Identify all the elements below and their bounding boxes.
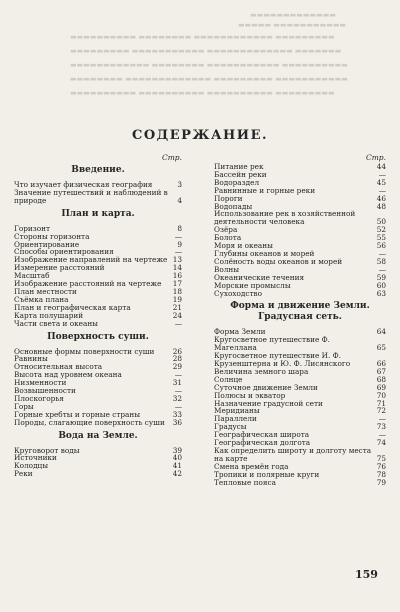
- toc-entry-page: 32: [172, 393, 182, 403]
- toc-entry-title: Суточное движение Земли: [214, 382, 318, 392]
- toc-entry-page: 79: [376, 477, 386, 487]
- toc-entry-page: —: [378, 185, 386, 195]
- toc-entry: [14, 320, 182, 328]
- toc-entry-page: 60: [376, 280, 386, 290]
- toc-entry-title: Стороны горизонта: [14, 231, 90, 241]
- section-heading: Вода на Земле.: [58, 430, 138, 441]
- toc-entry: [214, 258, 386, 266]
- toc-entry-title: Источники: [14, 453, 57, 463]
- toc-entry-page: 66: [376, 359, 386, 369]
- toc-entry-title: Водопады: [214, 201, 253, 211]
- toc-entry-title: Плоскогорья: [14, 393, 64, 403]
- toc-entry-title: Параллели: [214, 414, 257, 424]
- toc-entry-title: Водораздел: [214, 177, 260, 187]
- toc-entry-title: Величина земного шара: [214, 366, 309, 376]
- toc-entry-page: 33: [172, 409, 182, 419]
- toc-entry-page: 75: [376, 453, 386, 463]
- toc-entry-page: 44: [376, 162, 386, 171]
- section-heading: План и карта.: [61, 208, 135, 219]
- toc-entry: [214, 336, 386, 352]
- toc-entry-page: 48: [376, 201, 386, 211]
- toc-entry-title: Океанические течения: [214, 272, 305, 282]
- toc-entry-title: Горные хребты и горные страны: [14, 409, 141, 419]
- toc-entry-title: Части света и океаны: [14, 318, 98, 328]
- toc-entry-page: 63: [376, 288, 386, 298]
- toc-entry-title: Возвышенности: [14, 386, 76, 396]
- toc-entry: [14, 189, 182, 205]
- toc-entry-page: 72: [376, 406, 386, 416]
- toc-entry: [214, 210, 386, 226]
- toc-entry-page: 14: [172, 263, 182, 273]
- toc-entry-title: План местности: [14, 286, 77, 296]
- toc-entry-page: —: [174, 247, 182, 257]
- toc-entry-title: Полюсы и экватор: [214, 390, 286, 400]
- toc-entry-page: 9: [177, 239, 182, 249]
- toc-list-left: [14, 165, 182, 478]
- toc-entry-title: Карта полушарий: [14, 310, 84, 320]
- toc-entry: [214, 290, 386, 298]
- toc-entry-page: 3: [177, 180, 182, 189]
- toc-entry: [214, 352, 386, 368]
- section-heading: Поверхность суши.: [47, 331, 149, 342]
- toc-entry-title: Бассейн реки: [214, 169, 267, 179]
- toc-entry-title: Что изучает физическая география: [14, 180, 153, 189]
- toc-entry-title: Глубины океанов и морей: [214, 248, 315, 258]
- toc-entry-page: 68: [376, 374, 386, 384]
- toc-entry-page: 70: [376, 390, 386, 400]
- toc-entry-title: План и географическая карта: [14, 302, 131, 312]
- toc-entry-title: Горизонт: [14, 223, 51, 233]
- toc-entry-title: Солёность воды океанов и морей: [214, 256, 343, 266]
- toc-entry-title: Тропики и полярные круги: [214, 469, 320, 479]
- page-number: 159: [355, 568, 378, 581]
- toc-entry-title: Способы ориентирования: [14, 247, 114, 257]
- toc-entry-title: Породы, слагающие поверхность суши: [14, 417, 165, 427]
- toc-entry-page: 16: [172, 271, 182, 281]
- toc-entry-title: Форма Земли: [214, 327, 266, 337]
- toc-entry-page: —: [378, 264, 386, 274]
- toc-entry-title: Основные формы поверхности суши: [14, 346, 155, 356]
- toc-entry-page: 46: [376, 193, 386, 203]
- toc-entry-page: 45: [376, 177, 386, 187]
- toc-entry-page: —: [378, 414, 386, 424]
- toc-entry-page: 39: [172, 445, 182, 455]
- toc-entry-title: Съёмка плана: [14, 294, 69, 304]
- toc-entry-page: 69: [376, 382, 386, 392]
- toc-entry-title: Равнинные и горные реки: [214, 185, 316, 195]
- toc-list-right: [214, 163, 386, 487]
- toc-entry: [214, 479, 386, 487]
- section-heading: Форма и движение Земли. Градусная сеть.: [230, 301, 370, 323]
- toc-entry-page: 17: [172, 279, 182, 289]
- toc-entry: [14, 462, 182, 470]
- toc-entry-title: Волны: [214, 264, 240, 274]
- toc-entry-title: Кругосветное путешествие И. Ф. Крузенштерна и Ю. Ф. Лисянского: [214, 351, 351, 369]
- toc-entry-page: —: [174, 318, 182, 328]
- toc-entry-page: 42: [172, 469, 182, 479]
- toc-entry-title: Изображение расстояний на чертеже: [14, 279, 162, 289]
- toc-entry-page: 73: [376, 422, 386, 432]
- toc-left-column: [14, 152, 182, 478]
- toc-entry-title: Меридианы: [214, 406, 260, 416]
- toc-entry-page: —: [174, 386, 182, 396]
- toc-entry-page: 18: [172, 286, 182, 296]
- toc-entry-title: Градусы: [214, 422, 247, 432]
- toc-entry-title: Питание рек: [214, 162, 264, 171]
- toc-entry-title: Назначение градусной сети: [214, 398, 323, 408]
- toc-entry-title: Озёра: [214, 225, 238, 235]
- toc-entry-page: 19: [172, 294, 182, 304]
- toc-entry-title: Горы: [14, 401, 34, 411]
- section-heading: Введение.: [71, 165, 125, 175]
- toc-entry-page: 24: [172, 310, 182, 320]
- toc-entry-title: Масштаб: [14, 271, 50, 281]
- toc-entry-title: Высота над уровнем океана: [14, 370, 122, 380]
- toc-entry-page: 65: [376, 343, 386, 353]
- toc-entry-title: Сухоходство: [214, 288, 263, 298]
- toc-entry-page: 59: [376, 272, 386, 282]
- toc-entry: [14, 419, 182, 427]
- toc-entry-page: —: [378, 248, 386, 258]
- toc-entry-title: Равнины: [14, 354, 48, 364]
- toc-entry-page: 36: [172, 417, 182, 427]
- toc-entry-page: 29: [172, 362, 182, 372]
- toc-entry-page: 8: [177, 223, 182, 233]
- toc-entry-page: 64: [376, 327, 386, 337]
- toc-entry-page: —: [378, 169, 386, 179]
- toc-entry-title: Как определить широту и долготу места на карте: [214, 446, 372, 463]
- toc-entry-title: Моря и океаны: [214, 241, 273, 251]
- toc-entry-page: 31: [172, 378, 182, 388]
- toc-entry: [14, 395, 182, 403]
- toc-entry-title: Смена времён года: [214, 461, 289, 471]
- toc-entry-title: Измерение расстояний: [14, 263, 105, 273]
- toc-entry-title: Морские промыслы: [214, 280, 291, 290]
- toc-entry-page: 76: [376, 461, 386, 471]
- toc-entry-title: Использование рек в хозяйственной деятельности человека: [214, 209, 356, 227]
- toc-entry-page: 52: [376, 225, 386, 235]
- toc-entry-title: Реки: [14, 469, 33, 479]
- toc-entry-page: 58: [376, 256, 386, 266]
- toc-entry-page: 67: [376, 366, 386, 376]
- toc-entry-page: 28: [172, 354, 182, 364]
- toc-entry-title: Пороги: [214, 193, 243, 203]
- toc-entry-title: Значение путешествий и наблюдений в природе: [14, 187, 168, 205]
- toc-entry-page: —: [378, 430, 386, 440]
- toc-entry-page: —: [174, 401, 182, 411]
- toc-entry-page: 41: [172, 461, 182, 471]
- toc-right-column: [214, 152, 386, 487]
- page-column-label: Стр.: [161, 153, 182, 162]
- toc-entry-page: 50: [376, 217, 386, 227]
- toc-entry-title: Солнце: [214, 374, 243, 384]
- toc-entry-title: Тепловые пояса: [214, 477, 276, 487]
- toc-entry-page: 26: [172, 346, 182, 356]
- toc-entry-page: 74: [376, 438, 386, 448]
- toc-entry-page: 71: [376, 398, 386, 408]
- toc-entry-title: Относительная высота: [14, 362, 103, 372]
- toc-entry-title: Болота: [214, 233, 242, 243]
- page-column-label: Стр.: [365, 153, 386, 162]
- toc-entry-page: —: [174, 231, 182, 241]
- toc-entry: [14, 470, 182, 478]
- toc-entry-title: Низменности: [14, 378, 67, 388]
- toc-entry-title: Географическая широта: [214, 430, 310, 440]
- toc-entry-title: Географическая долгота: [214, 438, 311, 448]
- bleed-through: ▬▬▬▬▬▬▬▬▬▬▬▬▬ ▬▬▬▬▬ ▬▬▬▬▬▬▬▬▬▬▬ ▬▬▬▬▬▬▬▬▬▬ ▬▬▬▬▬▬▬▬ ▬▬▬▬▬▬▬▬▬▬▬▬ ▬▬▬▬▬▬▬▬▬ ▬▬▬▬▬▬▬▬▬ ▬▬▬▬▬▬▬▬▬▬▬ ▬▬▬▬▬▬▬▬▬▬▬▬▬ ▬▬▬▬▬▬▬ ▬▬▬▬▬▬▬▬▬▬▬▬ ▬▬▬▬▬▬▬▬ ▬▬▬▬▬▬▬▬▬▬▬ ▬▬▬▬▬▬▬▬▬▬ ▬▬▬▬▬▬▬▬ ▬▬▬▬▬▬▬▬▬▬▬▬▬ ▬▬▬▬▬▬▬▬▬ ▬▬▬▬▬▬▬▬▬▬▬ ▬▬▬▬▬▬▬▬▬▬ ▬▬▬▬▬▬▬▬▬▬ ▬▬▬▬▬▬▬▬▬▬ ▬▬▬▬▬▬▬▬▬: [70, 11, 348, 97]
- toc-entry-page: 21: [172, 302, 182, 312]
- toc-entry-title: Колодцы: [14, 461, 49, 471]
- toc-entry-page: 40: [172, 453, 182, 463]
- toc-entry-title: Кругосветное путешествие Ф. Магеллана: [214, 335, 330, 353]
- toc-entry-title: Круговорот воды: [14, 445, 80, 455]
- toc-entry-page: 78: [376, 469, 386, 479]
- toc-entry-page: 55: [376, 233, 386, 243]
- toc-entry-title: Ориентирование: [14, 239, 80, 249]
- toc-entry: [214, 447, 386, 463]
- toc-entry-page: 13: [172, 255, 182, 265]
- toc-entry-page: 56: [376, 241, 386, 251]
- toc-entry-title: Изображение направлений на чертеже: [14, 255, 168, 265]
- page-title: СОДЕРЖАНИЕ.: [131, 128, 269, 143]
- toc-entry-page: —: [174, 370, 182, 380]
- toc-entry-page: 4: [177, 195, 182, 205]
